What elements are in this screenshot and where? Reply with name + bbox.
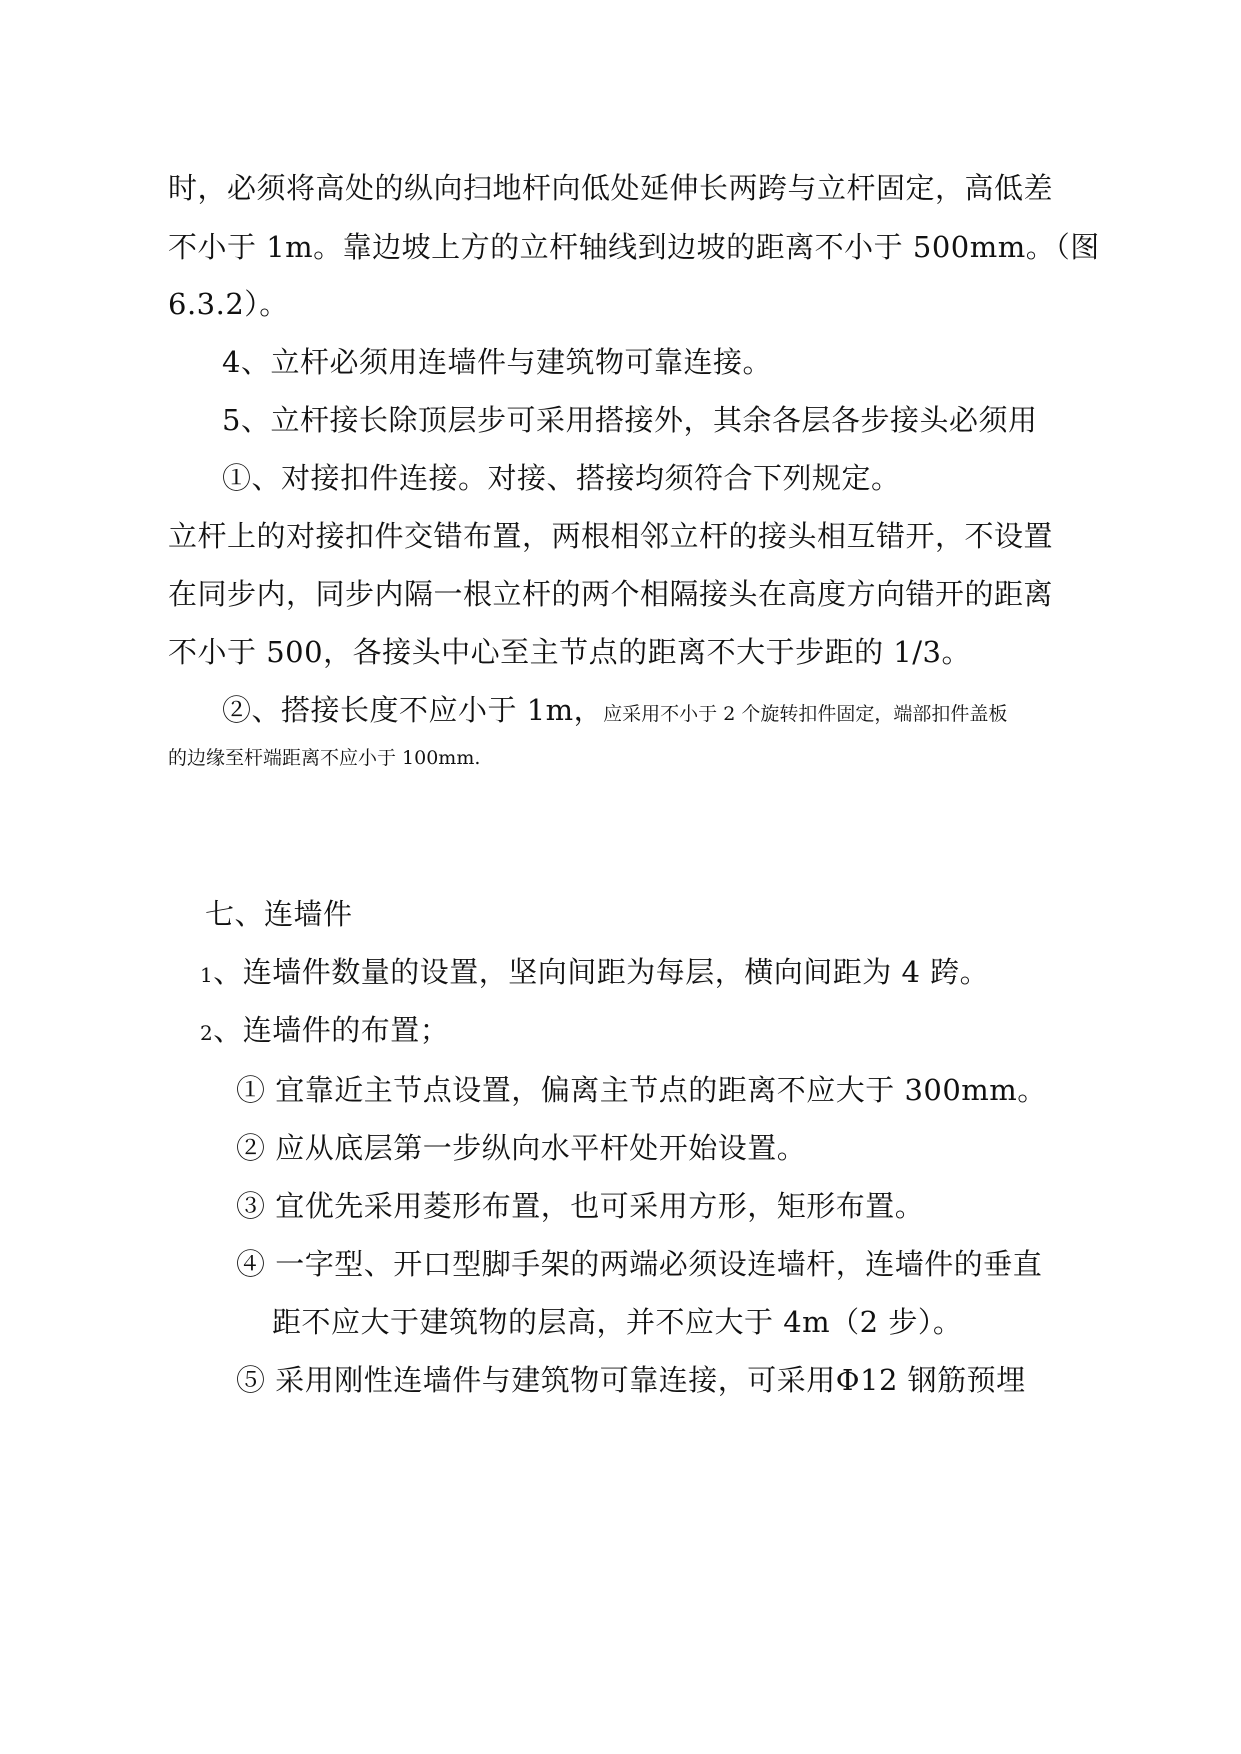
sub-item-4: ④ 一字型、开口型脚手架的两端必须设连墙杆，连墙件的垂直 bbox=[236, 1247, 1043, 1281]
sub-item-3: ③ 宜优先采用菱形布置，也可采用方形，矩形布置。 bbox=[236, 1189, 925, 1223]
continuation-line-1: 时，必须将高处的纵向扫地杆向低处延伸长两跨与立杆固定，高低差 bbox=[168, 171, 1054, 205]
paragraph-line-2: 在同步内，同步内隔一根立杆的两个相隔接头在高度方向错开的距离 bbox=[168, 577, 1054, 611]
continuation-line-2: 不小于 1m。靠边坡上方的立杆轴线到边坡的距离不小于 500mm。（图 bbox=[168, 230, 1100, 264]
s7-item-2-number: 2 bbox=[200, 1021, 214, 1045]
sub-item-4-continuation: 距不应大于建筑物的层高，并不应大于 4m（2 步）。 bbox=[272, 1305, 963, 1339]
s7-item-1-text: 、连墙件数量的设置，坚向间距为每层，横向间距为 4 跨。 bbox=[213, 955, 990, 989]
item-5-line-2: ①、对接扣件连接。对接、搭接均须符合下列规定。 bbox=[222, 461, 901, 495]
s7-item-2 bbox=[200, 1010, 449, 1053]
section-title: 七、连墙件 bbox=[205, 897, 353, 931]
lap-line-1-small: 应采用不小于 2 个旋转扣件固定，端部扣件盖板 bbox=[603, 703, 1008, 725]
item-5-line-1: 5、立杆接长除顶层步可采用搭接外，其余各层各步接头必须用 bbox=[222, 403, 1038, 437]
paragraph-line-3: 不小于 500，各接头中心至主节点的距离不大于步距的 1/3。 bbox=[168, 635, 971, 669]
s7-item-1-number: 1 bbox=[200, 963, 214, 987]
sub-item-2: ② 应从底层第一步纵向水平杆处开始设置。 bbox=[236, 1131, 807, 1165]
continuation-line-3: 6.3.2）。 bbox=[168, 287, 289, 321]
item-4: 4、立杆必须用连墙件与建筑物可靠连接。 bbox=[222, 345, 772, 379]
s7-item-1 bbox=[200, 952, 989, 995]
paragraph-line-1: 立杆上的对接扣件交错布置，两根相邻立杆的接头相互错开，不设置 bbox=[168, 519, 1054, 553]
lap-line-1-large: ②、搭接长度不应小于 1m， bbox=[222, 693, 604, 727]
lap-line-1 bbox=[222, 690, 1007, 734]
sub-item-5: ⑤ 采用刚性连墙件与建筑物可靠连接，可采用Φ12 钢筋预埋 bbox=[236, 1363, 1026, 1397]
sub-item-1: ① 宜靠近主节点设置，偏离主节点的距离不应大于 300mm。 bbox=[236, 1073, 1047, 1107]
s7-item-2-text: 、连墙件的布置； bbox=[213, 1013, 450, 1047]
lap-line-2: 的边缘至杆端距离不应小于 100mm. bbox=[168, 747, 481, 769]
